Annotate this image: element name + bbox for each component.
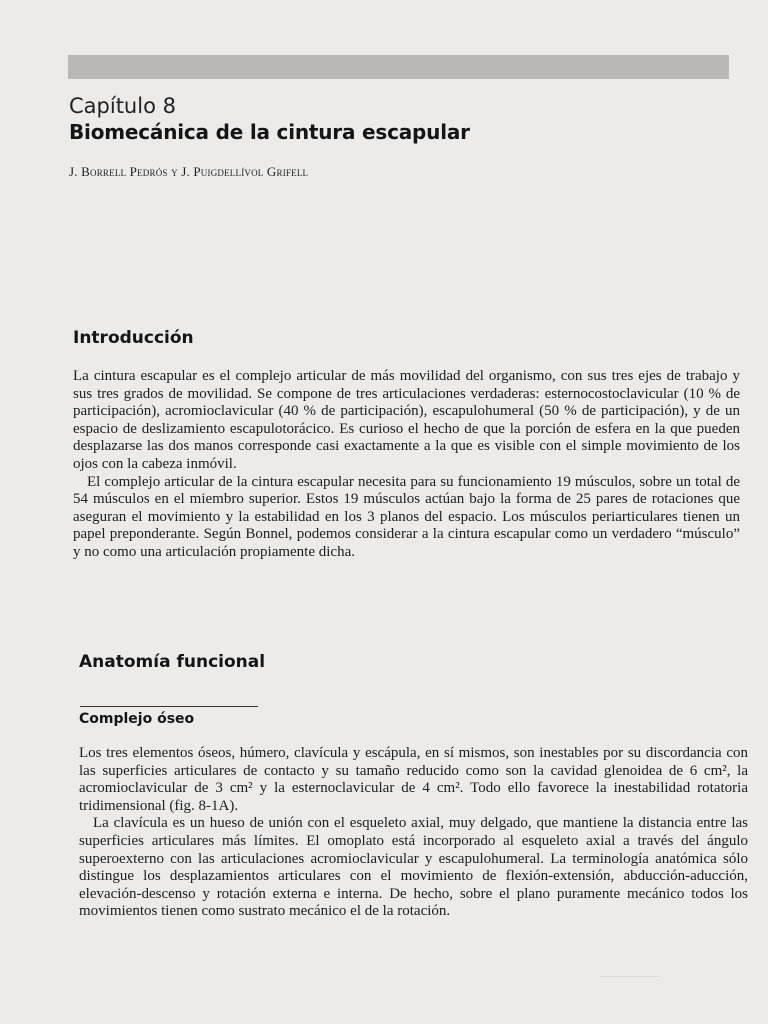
anatomy-heading: Anatomía funcional xyxy=(79,652,266,672)
chapter-label: Capítulo 8 xyxy=(69,94,176,118)
intro-heading: Introducción xyxy=(73,328,194,348)
anatomy-paragraph: Los tres elementos óseos, húmero, clavícula y escápula, en sí mismos, son inestables por su discordancia con las superficies articulares de contacto y su tamaño reducido como son la cavidad glenoidea de 6 cm², la acromioclavicular de 3 cm² y la esternoclavicular de 4 cm². Todo ello favorece la inestabilidad rotatoria tridimensional (fig. 8-1A). xyxy=(79,745,748,814)
anatomy-paragraph: La clavícula es un hueso de unión con el esqueleto axial, muy delgado, que mantiene la distancia entre las superficies articulares más límites. El omoplato está incorporado al esqueleto axial a través del ángulo superoexterno con las articulaciones acromioclavicular y escapulohumeral. La terminología anatómica sólo distingue los desplazamientos articulares con el movimiento de flexión-extensión, abducción-aducción, elevación-descenso y rotación externa e interna. De hecho, sobre el plano puramente mecánico todos los movimientos tienen como sustrato mecánico el de la rotación. xyxy=(79,815,748,920)
intro-body xyxy=(73,368,740,562)
intro-paragraph: La cintura escapular es el complejo articular de más movilidad del organismo, con sus tres ejes de trabajo y sus tres grados de movilidad. Se compone de tres articulaciones verdaderas: esternocostoclavicular (10 % de participación), acromioclavicular (40 % de participación), escapulohumeral (50 % de participación), y de un espacio de deslizamiento escapulotorácico. Es curioso el hecho de que la porción de esfera en la que pueden desplazarse las dos manos corresponde casi exactamente a la que es visible con el simple movimiento de los ojos con la cabeza inmóvil. xyxy=(73,368,740,472)
chapter-authors: J. Borrell Pedrós y J. Puigdellívol Grifell xyxy=(69,164,309,179)
anatomy-body xyxy=(79,745,748,921)
anatomy-subheading: Complejo óseo xyxy=(79,711,195,727)
intro-paragraph: El complejo articular de la cintura escapular necesita para su funcionamiento 19 músculos, sobre un total de 54 músculos en el miembro superior. Estos 19 músculos actúan bajo la forma de 25 pares de rotaciones que aseguran el movimiento y la estabilidad en los 3 planos del espacio. Los músculos periarticulares tienen un papel preponderante. Según Bonnel, podemos considerar a la cintura escapular como un verdadero “músculo” y no como una articulación propiamente dicha. xyxy=(73,473,740,560)
chapter-title: Biomecánica de la cintura escapular xyxy=(69,120,470,144)
page-scan-mark xyxy=(600,976,660,977)
subheading-rule xyxy=(80,706,258,707)
chapter-header-bar xyxy=(68,55,729,79)
